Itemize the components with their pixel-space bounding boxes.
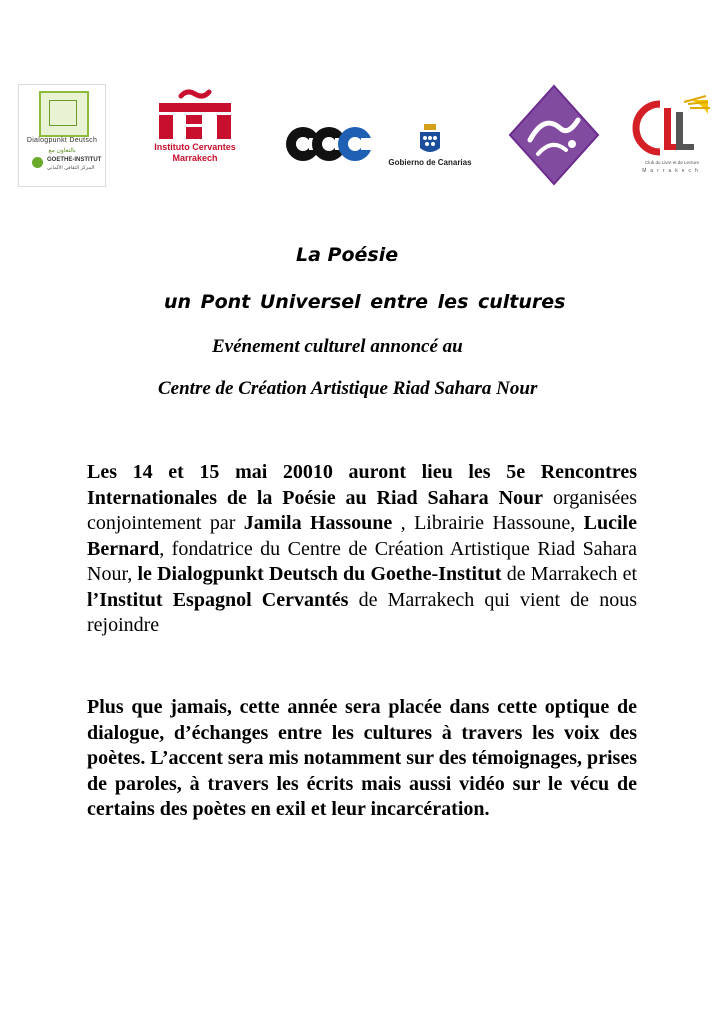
para1-bold-lucile: Lucile Bernard	[87, 512, 637, 560]
goethe-dialogpunkt-logo	[18, 84, 106, 187]
announcement-line-2: Centre de Création Artistique Riad Sahara Nour	[158, 378, 538, 399]
announcement-line-1: Evénement culturel annoncé au	[212, 336, 463, 357]
club-du-livre-logo	[632, 94, 712, 184]
canarias-name: Gobierno de Canarias	[388, 158, 472, 167]
paragraph-event-details	[87, 460, 637, 639]
logo-text-arabic-2: المركز الثقافي الألماني	[47, 165, 95, 171]
dialogpunkt-calligraphy-icon	[39, 91, 89, 137]
cll-city: Marrakech	[642, 168, 702, 174]
cll-fan-icon	[632, 94, 712, 160]
ccc-circles-icon	[283, 120, 375, 170]
cll-name: Club du Livre et de Lecture	[644, 160, 700, 165]
logo-text-arabic-1: بالتعاون مع	[48, 148, 76, 154]
para1-bold-jamila: Jamila Hassoune	[243, 512, 393, 534]
ccc-logo	[283, 120, 375, 170]
gobierno-de-canarias-logo	[388, 122, 472, 172]
para1-bold-goethe: le Dialogpunkt Deutsch du Goethe-Institut	[137, 563, 502, 585]
para1-text-librairie: , Librairie Hassoune,	[392, 512, 584, 534]
canarias-crest-icon	[388, 122, 472, 158]
para1-text-marrakech: de Marrakech et	[501, 563, 637, 585]
page-title: La Poésie	[296, 244, 399, 266]
goethe-circle-icon	[32, 157, 43, 168]
riad-diamond-icon	[508, 84, 600, 186]
para1-text-organised: organisées conjointement par	[87, 486, 637, 534]
instituto-cervantes-logo	[141, 86, 249, 172]
para1-text-fondatrice: , fondatrice du Centre de Création Artistique Riad Sahara Nour,	[87, 537, 637, 585]
logo-text-goethe: GOETHE-INSTITUT	[47, 157, 102, 163]
cervantes-emblem-icon	[141, 86, 249, 142]
para1-text-rejoindre: de Marrakech qui vient de nous rejoindre	[87, 588, 637, 636]
page-subtitle: un Pont Universel entre les cultures	[164, 291, 566, 313]
para1-bold-dates: Les 14 et 15 mai 20010 auront lieu les 5e Rencontres Internationales de la Poésie au Riad Sahara Nour	[87, 461, 637, 509]
cervantes-name: Instituto Cervantes	[154, 142, 236, 152]
paragraph-dialogue-theme: Plus que jamais, cette année sera placée dans cette optique de dialogue, d’échanges entre les cultures à travers les voix des poètes. L’accent sera mis notamment sur des témoignages, prises de paroles, à travers les écrits mais aussi vidéo sur le vécu de certains des poètes en exil et leur incarcération.	[87, 696, 637, 820]
logo-text-dialogpunkt: Dialogpunkt Deutsch	[26, 137, 98, 144]
para1-bold-cervantes: l’Institut Espagnol Cervantés	[87, 588, 349, 611]
riad-sahara-nour-logo	[508, 84, 600, 186]
cervantes-city: Marrakech	[172, 153, 218, 163]
